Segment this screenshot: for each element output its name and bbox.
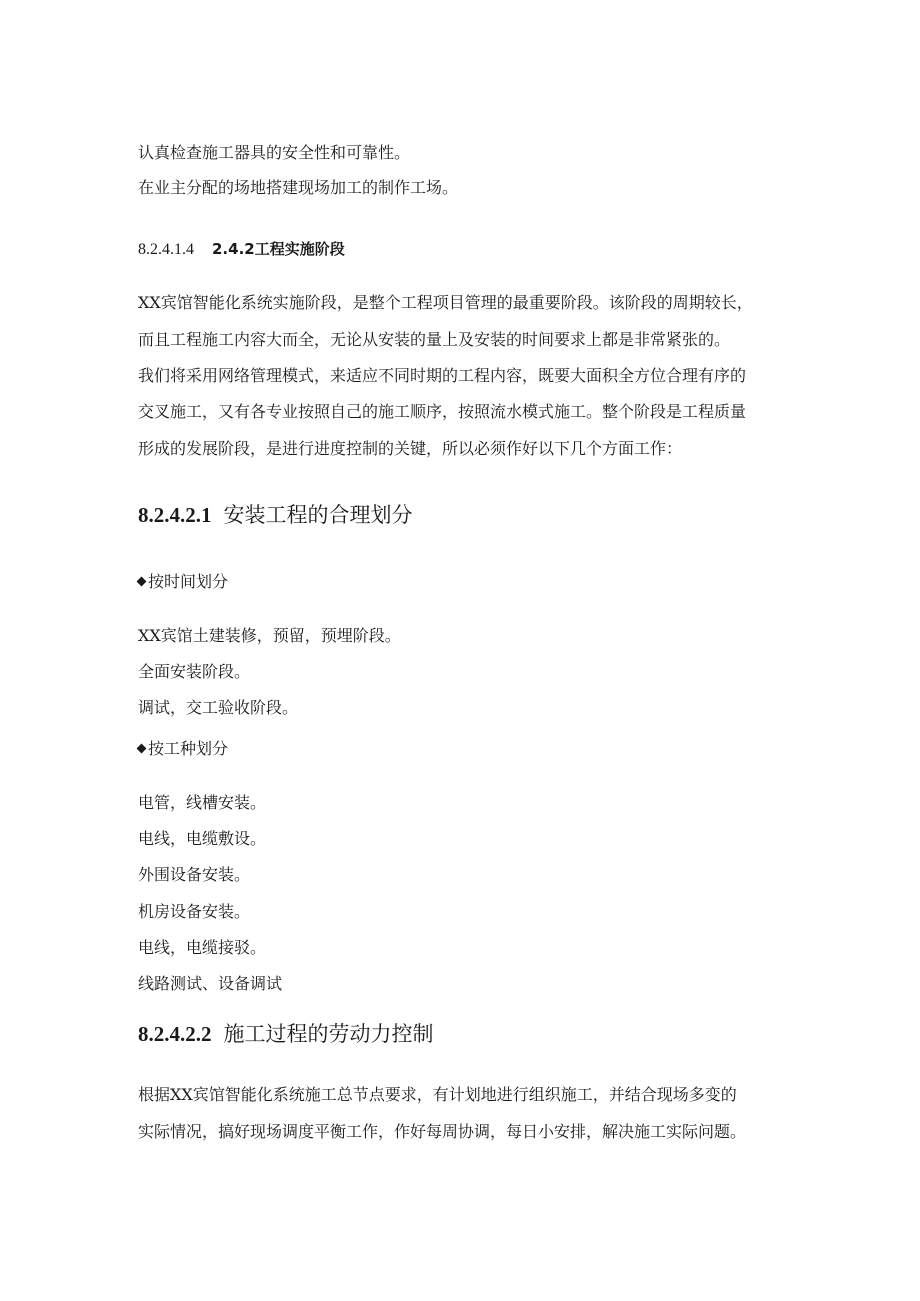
bullet-label: 按工种划分	[148, 739, 229, 758]
list-item: 调试，交工验收阶段。	[138, 698, 299, 717]
list-item: 全面安装阶段。	[138, 662, 251, 681]
section-number: 8.2.4.1.4	[138, 241, 194, 258]
bullet-heading-by-trade	[138, 739, 228, 759]
paragraph-line: 交叉施工，又有各专业按照自己的施工顺序，按照流水模式施工。整个阶段是工程质量	[138, 402, 747, 421]
paragraph-line: 我们将采用网络管理模式，来适应不同时期的工程内容，既要大面积全方位合理有序的	[138, 366, 747, 385]
paragraph-line: 而且工程施工内容大而全，无论从安装的量上及安装的时间要求上都是非常紧张的。	[138, 330, 731, 349]
section-heading-8-2-4-2-1	[138, 502, 413, 528]
intro-line: 认真检查施工器具的安全性和可靠性。	[138, 143, 411, 162]
list-item: 线路测试、设备调试	[138, 974, 283, 993]
paragraph-line: 形成的发展阶段，是进行进度控制的关键，所以必须作好以下几个方面工作：	[138, 439, 683, 458]
diamond-bullet-icon	[137, 577, 147, 587]
section-heading-8-2-4-2-2	[138, 1021, 434, 1047]
bullet-label: 按时间划分	[148, 572, 229, 591]
intro-line: 在业主分配的场地搭建现场加工的制作工场。	[138, 178, 459, 197]
paragraph-line: 根据XX宾馆智能化系统施工总节点要求，有计划地进行组织施工，并结合现场多变的	[138, 1085, 737, 1104]
list-item: XX宾馆土建装修，预留，预埋阶段。	[138, 626, 401, 645]
list-item: 外围设备安装。	[138, 865, 251, 884]
section-heading-8-2-4-1-4	[138, 239, 345, 260]
paragraph-line: 实际情况，搞好现场调度平衡工作，作好每周协调，每日小安排，解决施工实际问题。	[138, 1122, 747, 1141]
section-number: 8.2.4.2.1	[138, 503, 212, 527]
section-title: 2.4.2工程实施阶段	[212, 240, 345, 258]
list-item: 机房设备安装。	[138, 902, 251, 921]
section-number: 8.2.4.2.2	[138, 1022, 212, 1046]
list-item: 电管，线槽安装。	[138, 793, 267, 812]
diamond-bullet-icon	[137, 744, 147, 754]
paragraph-line: XX宾馆智能化系统实施阶段，是整个工程项目管理的最重要阶段。该阶段的周期较长，	[138, 293, 753, 312]
section-title: 安装工程的合理划分	[223, 503, 413, 527]
section-title: 施工过程的劳动力控制	[223, 1022, 434, 1046]
bullet-heading-by-time	[138, 572, 228, 592]
list-item: 电线，电缆敷设。	[138, 829, 267, 848]
list-item: 电线，电缆接驳。	[138, 938, 267, 957]
